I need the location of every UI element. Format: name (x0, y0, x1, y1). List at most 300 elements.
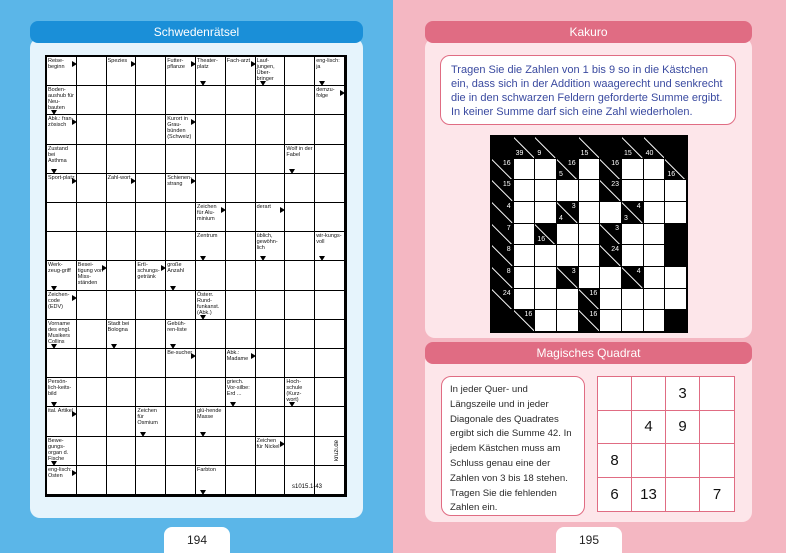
crossword-answer-cell[interactable] (196, 115, 226, 144)
crossword-answer-cell[interactable] (256, 349, 286, 378)
crossword-answer-cell[interactable] (166, 378, 196, 407)
magic-square-cell: 7 (712, 485, 722, 503)
crossword-answer-cell[interactable] (166, 145, 196, 174)
crossword-answer-cell[interactable] (226, 291, 256, 320)
kakuro-answer-cell[interactable] (557, 289, 578, 310)
kakuro-sum-cell (492, 159, 513, 180)
crossword-answer-cell[interactable] (285, 466, 315, 495)
kakuro-answer-cell[interactable] (665, 289, 686, 310)
kakuro-down-sum: 3 (623, 214, 628, 222)
kakuro-sum-cell (600, 159, 621, 180)
kakuro-sum-cell (622, 267, 643, 288)
crossword-answer-cell[interactable] (107, 86, 137, 115)
clue-text: Persön-lich-keits-bild (48, 379, 72, 398)
crossword-answer-cell[interactable] (285, 291, 315, 320)
crossword-clue-cell (315, 232, 345, 261)
crossword-answer-cell[interactable] (315, 145, 345, 174)
crossword-answer-cell[interactable] (256, 174, 286, 203)
kakuro-down-sum: 5 (558, 171, 563, 179)
crossword-clue-cell (47, 145, 77, 174)
kakuro-across-sum: 4 (636, 202, 641, 210)
crossword-answer-cell[interactable] (285, 203, 315, 232)
clue-text: Besei-tigung von Miss-ständen (77, 262, 104, 287)
magic-square-cell[interactable] (632, 377, 666, 411)
crossword-answer-cell[interactable] (315, 203, 345, 232)
crossword-answer-cell[interactable] (256, 407, 286, 436)
crossword-answer-cell[interactable] (107, 261, 137, 290)
crossword-answer-cell[interactable] (77, 86, 107, 115)
kakuro-answer-cell[interactable] (644, 245, 665, 266)
magic-square-grid (597, 376, 735, 512)
kakuro-answer-cell[interactable] (644, 267, 665, 288)
crossword-answer-cell[interactable] (196, 349, 226, 378)
crossword-clue-cell (166, 349, 196, 378)
crossword-answer-cell[interactable] (315, 291, 345, 320)
crossword-clue-cell (256, 232, 286, 261)
crossword-answer-cell[interactable] (166, 437, 196, 466)
crossword-answer-cell[interactable] (226, 86, 256, 115)
crossword-answer-cell[interactable] (136, 57, 166, 86)
crossword-answer-cell[interactable] (136, 174, 166, 203)
crossword-clue-cell (196, 466, 226, 495)
kakuro-sum-cell (492, 180, 513, 201)
clue-text: Theater-platz (196, 58, 218, 70)
kakuro-across-sum: 15 (502, 181, 511, 189)
clue-text: demzu-folge (316, 87, 335, 100)
kakuro-instructions: Tragen Sie die Zahlen von 1 bis 9 so in die Kästchen ein, dass sich in der Addition waagerecht und senkrecht die in den schwarzen Feldern geforderte Summe ergibt. In keiner Summe darf sich eine Zahl wiederholen. (440, 55, 736, 125)
clue-text: Österr. Rund-funkanst. (Abk.) (196, 291, 220, 316)
kakuro-answer-cell[interactable] (622, 159, 643, 180)
crossword-answer-cell[interactable] (166, 466, 196, 495)
clue-text: griech. Vor-silbe: Erd ... (226, 379, 250, 398)
crossword-answer-cell[interactable] (77, 320, 107, 349)
crossword-answer-cell[interactable] (256, 378, 286, 407)
kakuro-sum-cell (622, 202, 643, 223)
clue-text: derart (256, 204, 271, 210)
kakuro-sum-cell (492, 202, 513, 223)
clue-text: Be-sucher (167, 350, 193, 356)
clue-text: große Anzahl (167, 262, 185, 275)
kakuro-sum-cell (600, 245, 621, 266)
magic-square-cell: 3 (666, 377, 700, 411)
crossword-answer-cell[interactable] (77, 57, 107, 86)
kakuro-answer-cell[interactable] (665, 202, 686, 223)
kakuro-answer-cell[interactable] (579, 180, 600, 201)
kakuro-answer-cell[interactable] (514, 180, 535, 201)
kakuro-sum-cell (514, 137, 535, 158)
kakuro-blank-cell (665, 310, 686, 331)
crossword-answer-cell[interactable] (47, 232, 77, 261)
clue-text: üblich, gewöhn-lich (256, 233, 278, 252)
crossword-answer-cell[interactable] (256, 261, 286, 290)
clue-text: Abk.: fran-zösisch (48, 116, 74, 129)
kakuro-answer-cell[interactable] (535, 159, 556, 180)
kakuro-answer-cell[interactable] (665, 267, 686, 288)
kakuro-sum-cell (579, 137, 600, 158)
crossword-answer-cell[interactable] (285, 437, 315, 466)
kakuro-down-sum: 40 (645, 149, 654, 157)
kakuro-sum-cell (579, 310, 600, 331)
crossword-clue-cell (256, 203, 286, 232)
crossword-clue-cell (136, 261, 166, 290)
crossword-code: s1015.1-43 (292, 484, 323, 490)
crossword-answer-cell[interactable] (315, 437, 345, 466)
crossword-answer-cell[interactable] (285, 115, 315, 144)
crossword-clue-cell (47, 115, 77, 144)
kakuro-answer-cell[interactable] (535, 245, 556, 266)
clue-text: Boden-aushub für Neu-bauten (48, 87, 74, 112)
magic-square-cell[interactable] (666, 444, 700, 478)
crossword-clue-cell (47, 86, 77, 115)
crossword-answer-cell[interactable] (136, 320, 166, 349)
kakuro-blank-cell (665, 245, 686, 266)
clue-text: Zeichen für Osmium (137, 408, 158, 427)
magic-square-cell[interactable] (700, 377, 734, 411)
crossword-answer-cell[interactable] (77, 232, 107, 261)
kakuro-answer-cell[interactable] (579, 224, 600, 245)
crossword-clue-cell (47, 320, 77, 349)
crossword-answer-cell[interactable] (196, 320, 226, 349)
crossword-clue-cell (136, 407, 166, 436)
magic-square-cell[interactable] (700, 411, 734, 445)
kakuro-across-sum: 23 (611, 181, 619, 189)
crossword-clue-cell (166, 261, 196, 290)
crossword-answer-cell[interactable] (196, 378, 226, 407)
crossword-answer-cell[interactable] (285, 57, 315, 86)
kakuro-across-sum: 16 (524, 311, 533, 319)
kakuro-answer-cell[interactable] (622, 224, 643, 245)
crossword-answer-cell[interactable] (196, 145, 226, 174)
kakuro-across-sum: 16 (611, 159, 619, 167)
crossword-clue-cell (47, 174, 77, 203)
crossword-answer-cell[interactable] (136, 145, 166, 174)
kakuro-answer-cell[interactable] (535, 202, 556, 223)
kakuro-sum-cell (665, 159, 686, 180)
kakuro-answer-cell[interactable] (514, 267, 535, 288)
crossword-answer-cell[interactable] (226, 203, 256, 232)
crossword-answer-cell[interactable] (256, 291, 286, 320)
kakuro-answer-cell[interactable] (535, 180, 556, 201)
crossword-clue-cell (77, 261, 107, 290)
kakuro-across-sum: 16 (567, 159, 576, 167)
magic-square-cell[interactable] (598, 411, 632, 445)
crossword-clue-cell (315, 86, 345, 115)
kakuro-across-sum: 16 (589, 289, 598, 297)
crossword-answer-cell[interactable] (136, 349, 166, 378)
crossword-answer-cell[interactable] (136, 86, 166, 115)
kakuro-down-sum: 4 (558, 214, 563, 222)
kakuro-blank-cell (665, 137, 686, 158)
kakuro-answer-cell[interactable] (557, 310, 578, 331)
crossword-answer-cell[interactable] (315, 320, 345, 349)
kakuro-across-sum: 4 (506, 202, 511, 210)
kakuro-answer-cell[interactable] (579, 159, 600, 180)
crossword-answer-cell[interactable] (77, 349, 107, 378)
kakuro-answer-cell[interactable] (514, 245, 535, 266)
kakuro-answer-cell[interactable] (514, 289, 535, 310)
kakuro-sum-cell (644, 137, 665, 158)
kakuro-answer-cell[interactable] (535, 310, 556, 331)
crossword-answer-cell[interactable] (226, 174, 256, 203)
crossword-answer-cell[interactable] (315, 466, 345, 495)
clue-text: Vorname des engl. Musikers Collins (48, 320, 71, 345)
crossword-answer-cell[interactable] (166, 203, 196, 232)
crossword-answer-cell[interactable] (196, 437, 226, 466)
crossword-answer-cell[interactable] (136, 115, 166, 144)
kakuro-answer-cell[interactable] (514, 159, 535, 180)
crossword-answer-cell[interactable] (315, 378, 345, 407)
clue-text: Ertï-schungs-getränk (137, 262, 160, 281)
crossword-answer-cell[interactable] (226, 261, 256, 290)
kakuro-down-sum: 15 (580, 149, 589, 157)
crossword-clue-cell (47, 378, 77, 407)
kakuro-answer-cell[interactable] (514, 224, 535, 245)
kakuro-title: Kakuro (425, 21, 752, 43)
crossword-answer-cell[interactable] (107, 407, 137, 436)
crossword-answer-cell[interactable] (285, 174, 315, 203)
crossword-answer-cell[interactable] (107, 203, 137, 232)
kakuro-across-sum: 16 (502, 159, 511, 167)
clue-text: Farbton (196, 466, 216, 473)
magic-square-cell[interactable] (632, 444, 666, 478)
kakuro-answer-cell[interactable] (535, 267, 556, 288)
clue-text: Stadt bei Bologna (107, 320, 130, 333)
clue-text: ital. Artikel (48, 408, 74, 415)
crossword-clue-cell (47, 261, 77, 290)
kakuro-across-sum: 3 (571, 267, 576, 275)
kakuro-answer-cell[interactable] (579, 202, 600, 223)
kakuro-blank-cell (492, 310, 513, 331)
kakuro-across-sum: 4 (636, 267, 641, 275)
kakuro-answer-cell[interactable] (557, 180, 578, 201)
crossword-answer-cell[interactable] (77, 115, 107, 144)
kakuro-answer-cell[interactable] (644, 289, 665, 310)
crossword-answer-cell[interactable] (226, 115, 256, 144)
clue-text: Zustand bei Asthma (48, 145, 68, 164)
crossword-answer-cell[interactable] (107, 378, 137, 407)
kakuro-sum-cell (579, 289, 600, 310)
crossword-answer-cell[interactable] (315, 407, 345, 436)
crossword-clue-cell (47, 466, 77, 495)
crossword-answer-cell[interactable] (136, 437, 166, 466)
kakuro-down-sum: 39 (515, 149, 524, 157)
crossword-answer-cell[interactable] (226, 437, 256, 466)
crossword-answer-cell[interactable] (256, 115, 286, 144)
crossword-answer-cell[interactable] (285, 86, 315, 115)
clue-arrow-icon (200, 490, 206, 495)
magic-square-cell: 8 (598, 444, 632, 478)
crossword-answer-cell[interactable] (77, 203, 107, 232)
kakuro-answer-cell[interactable] (600, 289, 621, 310)
crossword-clue-cell (196, 232, 226, 261)
crossword-answer-cell[interactable] (285, 232, 315, 261)
crossword-clue-cell (226, 349, 256, 378)
crossword-clue-cell (107, 320, 137, 349)
kakuro-sum-cell (492, 224, 513, 245)
kakuro-sum-cell (622, 137, 643, 158)
clue-text: Reise-beginn (48, 58, 65, 70)
crossword-answer-cell[interactable] (107, 115, 137, 144)
crossword-answer-cell[interactable] (77, 466, 107, 495)
clue-text: Futter-pflanze (167, 58, 185, 70)
crossword-clue-cell (226, 57, 256, 86)
kakuro-across-sum: 24 (502, 289, 511, 297)
kakuro-answer-cell[interactable] (579, 267, 600, 288)
magic-square-cell[interactable] (598, 377, 632, 411)
crossword-answer-cell[interactable] (196, 174, 226, 203)
crossword-clue-cell (196, 203, 226, 232)
kakuro-answer-cell[interactable] (600, 202, 621, 223)
kakuro-across-sum: 7 (506, 224, 511, 232)
crossword-answer-cell[interactable] (196, 261, 226, 290)
kakuro-answer-cell[interactable] (622, 245, 643, 266)
kakuro-answer-cell[interactable] (644, 202, 665, 223)
crossword-answer-cell[interactable] (256, 466, 286, 495)
kakuro-answer-cell[interactable] (665, 180, 686, 201)
kakuro-answer-cell[interactable] (557, 224, 578, 245)
crossword-clue-cell (196, 407, 226, 436)
crossword-answer-cell[interactable] (77, 378, 107, 407)
crossword-answer-cell[interactable] (107, 466, 137, 495)
crossword-answer-cell[interactable] (256, 86, 286, 115)
crossword-answer-cell[interactable] (226, 466, 256, 495)
crossword-answer-cell[interactable] (107, 437, 137, 466)
crossword-answer-cell[interactable] (256, 145, 286, 174)
magic-instructions: In jeder Quer- und Längszeile und in jeder Diagonale des Quadrates ergibt sich die Summe 42. In jedem Kästchen muss am Schluss genau eine der Zahlen von 3 bis 18 stehen. Tragen Sie die fehlenden Zahlen ein. (441, 376, 585, 516)
clue-text: Zeichen für Nickel (256, 437, 280, 450)
kakuro-across-sum: 24 (611, 246, 619, 254)
kakuro-sum-cell (492, 289, 513, 310)
crossword-answer-cell[interactable] (285, 261, 315, 290)
crossword-answer-cell[interactable] (77, 407, 107, 436)
kakuro-across-sum: 8 (506, 246, 511, 254)
kakuro-sum-cell (514, 310, 535, 331)
clue-text: Wolf in der Fabel (286, 145, 313, 158)
crossword-clue-cell (107, 174, 137, 203)
crossword-answer-cell[interactable] (285, 407, 315, 436)
crossword-answer-cell[interactable] (285, 349, 315, 378)
clue-text: Werk-zeug-griff (48, 262, 71, 275)
crossword-clue-cell (226, 378, 256, 407)
kakuro-answer-cell[interactable] (600, 267, 621, 288)
crossword-answer-cell[interactable] (285, 320, 315, 349)
kakuro-answer-cell[interactable] (600, 310, 621, 331)
crossword-answer-cell[interactable] (315, 174, 345, 203)
crossword-answer-cell[interactable] (226, 145, 256, 174)
clue-text: glü-hende Masse (196, 408, 222, 421)
crossword-clue-cell (196, 57, 226, 86)
kakuro-answer-cell[interactable] (644, 159, 665, 180)
crossword-answer-cell[interactable] (47, 203, 77, 232)
clue-text: Lauf-jungen, Über-bringer (256, 58, 275, 82)
kakuro-blank-cell (557, 137, 578, 158)
kakuro-answer-cell[interactable] (535, 289, 556, 310)
kakuro-answer-cell[interactable] (579, 245, 600, 266)
kakuro-answer-cell[interactable] (622, 310, 643, 331)
kakuro-across-sum: 3 (571, 202, 576, 210)
crossword-answer-cell[interactable] (256, 320, 286, 349)
kakuro-sum-cell (557, 267, 578, 288)
crossword-answer-cell[interactable] (47, 349, 77, 378)
crossword-answer-cell[interactable] (107, 291, 137, 320)
kakuro-answer-cell[interactable] (557, 245, 578, 266)
crossword-answer-cell[interactable] (136, 466, 166, 495)
crossword-clue-cell (285, 378, 315, 407)
crossword-answer-cell[interactable] (226, 232, 256, 261)
crossword-answer-cell[interactable] (107, 145, 137, 174)
magic-square-cell: 6 (598, 478, 632, 512)
clue-arrow-icon (340, 90, 345, 96)
crossword-answer-cell[interactable] (107, 349, 137, 378)
kakuro-answer-cell[interactable] (644, 310, 665, 331)
kakuro-answer-cell[interactable] (644, 180, 665, 201)
kakuro-sum-cell (535, 137, 556, 158)
magic-title: Magisches Quadrat (425, 342, 752, 364)
kakuro-sum-cell (492, 267, 513, 288)
crossword-answer-cell[interactable] (136, 291, 166, 320)
kakuro-down-sum: 9 (537, 149, 542, 157)
crossword-answer-cell[interactable] (136, 378, 166, 407)
magic-square-cell: 9 (666, 411, 700, 445)
magic-square-cell[interactable] (700, 444, 734, 478)
clue-text: wir-kungs-voll (316, 233, 342, 246)
page-number-right: 195 (556, 527, 622, 553)
crossword-answer-cell[interactable] (166, 232, 196, 261)
crossword-answer-cell[interactable] (196, 86, 226, 115)
crossword-answer-cell[interactable] (166, 407, 196, 436)
crossword-title: Schwedenrätsel (30, 21, 363, 43)
magic-square-cell: 13 (632, 478, 666, 512)
kakuro-down-sum: 15 (623, 149, 632, 157)
crossword-answer-cell[interactable] (166, 86, 196, 115)
clue-text: Schienen-strang (167, 174, 192, 187)
crossword-answer-cell[interactable] (315, 349, 345, 378)
clue-text: Fach-arzt (226, 58, 251, 64)
kakuro-answer-cell[interactable] (644, 224, 665, 245)
clue-text: eng-lisch: ja (316, 58, 340, 70)
crossword-answer-cell[interactable] (77, 145, 107, 174)
clue-text: Sport-platz (48, 174, 75, 181)
kakuro-sum-cell (557, 202, 578, 223)
kakuro-blank-cell (600, 137, 621, 158)
kakuro-answer-cell[interactable] (622, 180, 643, 201)
crossword-clue-cell (47, 437, 77, 466)
crossword-answer-cell[interactable] (226, 407, 256, 436)
crossword-answer-cell[interactable] (136, 203, 166, 232)
kakuro-answer-cell[interactable] (622, 289, 643, 310)
crossword-clue-cell (315, 57, 345, 86)
kakuro-across-sum: 8 (506, 267, 511, 275)
crossword-answer-cell[interactable] (107, 232, 137, 261)
kakuro-blank-cell (665, 224, 686, 245)
kakuro-across-sum: 3 (615, 224, 619, 232)
crossword-answer-cell[interactable] (77, 291, 107, 320)
crossword-answer-cell[interactable] (226, 320, 256, 349)
kakuro-down-sum: 16 (537, 236, 546, 244)
crossword-answer-cell[interactable] (315, 261, 345, 290)
crossword-clue-cell (107, 57, 137, 86)
crossword-answer-cell[interactable] (315, 115, 345, 144)
crossword-answer-cell[interactable] (77, 437, 107, 466)
kakuro-answer-cell[interactable] (514, 202, 535, 223)
crossword-answer-cell[interactable] (166, 291, 196, 320)
crossword-answer-cell[interactable] (77, 174, 107, 203)
crossword-answer-cell[interactable] (136, 232, 166, 261)
crossword-clue-cell (166, 174, 196, 203)
clue-text: eng-lisch: Osten (48, 466, 72, 479)
magic-square-cell[interactable] (666, 478, 700, 512)
magic-square-cell: 4 (632, 411, 666, 445)
